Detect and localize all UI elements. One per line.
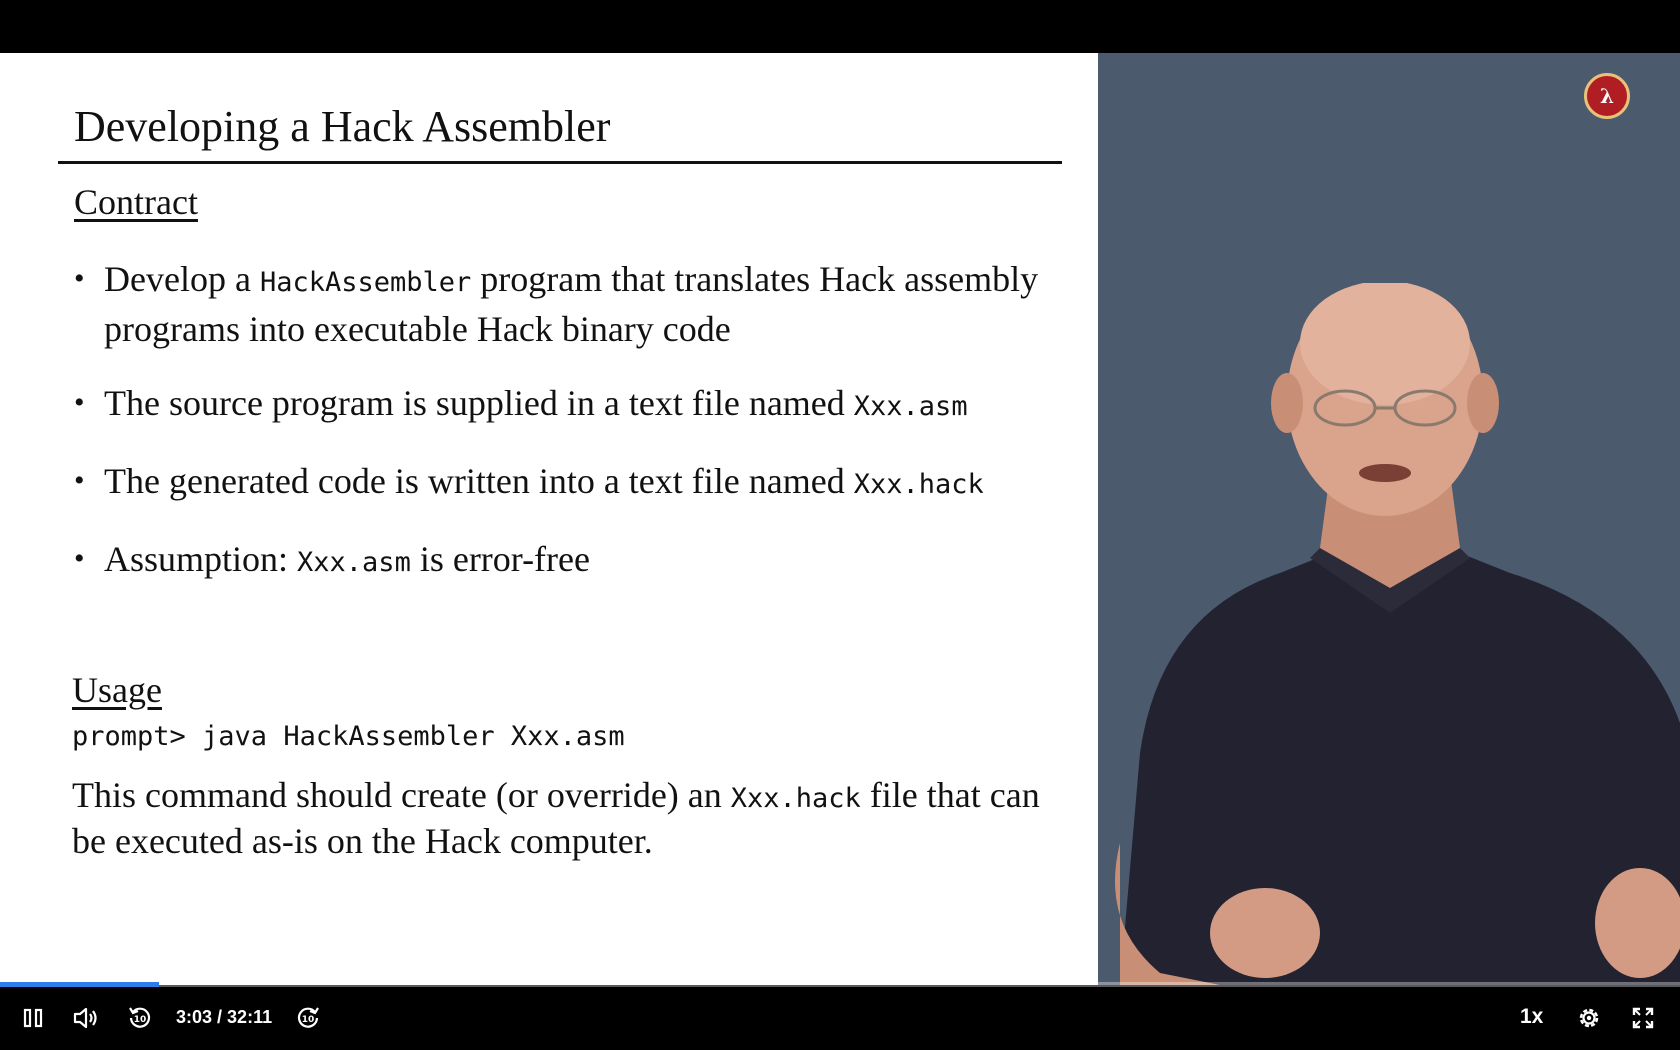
- contract-bullets: [74, 256, 1074, 614]
- current-time: 3:03: [176, 1007, 213, 1027]
- title-divider: [58, 161, 1062, 164]
- duration: 32:11: [227, 1007, 273, 1027]
- time-separator: /: [212, 1007, 228, 1027]
- svg-text:10: 10: [301, 1015, 315, 1025]
- settings-button[interactable]: [1572, 1001, 1606, 1035]
- usage-heading: Usage: [72, 670, 162, 710]
- rewind-10-icon: [127, 1005, 153, 1031]
- volume-icon: [72, 1006, 98, 1030]
- fullscreen-button[interactable]: [1626, 1001, 1660, 1035]
- video-frame[interactable]: [0, 53, 1680, 985]
- bullet-item: • The generated code is written into a text file named Xxx.hack: [74, 458, 1074, 508]
- rewind-10-button[interactable]: [122, 1001, 158, 1035]
- slide-title: Developing a Hack Assembler: [74, 102, 611, 151]
- pause-icon: [22, 1007, 44, 1029]
- volume-button[interactable]: [66, 1001, 104, 1035]
- pause-button[interactable]: [16, 1001, 50, 1035]
- forward-10-icon: [295, 1005, 321, 1031]
- presenter-figure: [1080, 283, 1680, 985]
- time-display: [176, 1007, 272, 1028]
- usage-command: prompt> java HackAssembler Xxx.asm: [72, 721, 625, 752]
- bullet-item: • Develop a HackAssembler program that translates Hack assembly programs into executable Hack binary code: [74, 256, 1074, 352]
- playback-speed-button[interactable]: 1x: [1520, 1005, 1544, 1028]
- forward-10-button[interactable]: [290, 1001, 326, 1035]
- brand-logo-icon: λ: [1584, 73, 1630, 119]
- fullscreen-icon: [1631, 1006, 1655, 1030]
- contract-heading: Contract: [74, 182, 198, 222]
- svg-text:10: 10: [133, 1015, 147, 1025]
- bullet-item: • The source program is supplied in a text file named Xxx.asm: [74, 380, 1074, 430]
- usage-description: This command should create (or override) an Xxx.hack file that can be executed as-is on the Hack computer.: [72, 775, 1040, 861]
- settings-icon: [1576, 1005, 1602, 1031]
- lecture-slide: [0, 53, 1098, 985]
- player-controls: [0, 987, 1680, 1050]
- bullet-item: • Assumption: Xxx.asm is error-free: [74, 536, 1074, 586]
